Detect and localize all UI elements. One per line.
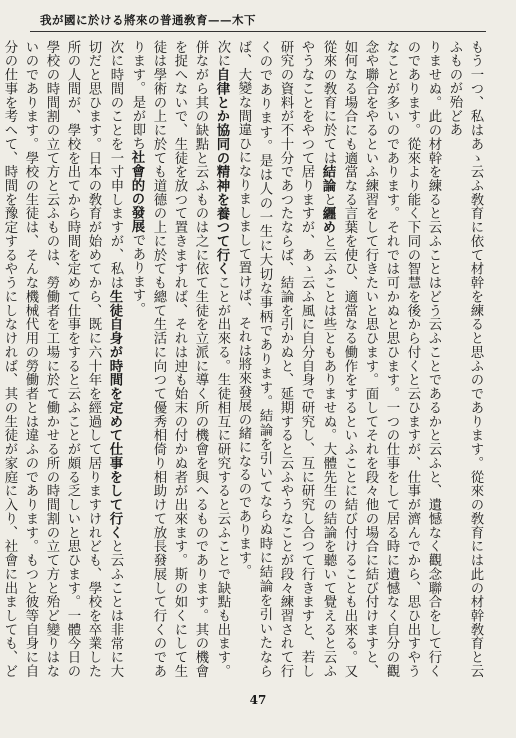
p2-text-c: ことが出來る。生徒相互に研究すると云ふことで缺點も出ます。併ながら其の缺點と云ふものは之に依て生徒を立派に導く所の機會を與へるものであります。其の機會を捉へないで、生徒を放つて置きますれば、それは迚も始末の付かぬ者が出來ます。斯の如くにして生徒は學術の上に於ても道德の上に於ても總て生活に向つて優秀相倚り相助けて放長發展して行くのであります。是が即ち bbox=[130, 40, 230, 678]
paragraph-3 bbox=[0, 40, 126, 678]
paragraph-1-intro bbox=[444, 40, 486, 678]
page-number: 47 bbox=[249, 693, 267, 707]
p1-emphasis-conclusion: 結論 bbox=[320, 164, 336, 193]
p1-text-a: りませぬ。此の材幹を練ると云ふことはどう云ふことであるかと云ふと、遺憾なく觀念聯合をして行くのであります。從來より能く下同の智慧を後から付くと云ひますが、仕事が濟んでから、思ひ出すやうなことが多いのであります。それでは可かぬと思ひます。一つの仕事をして居る時に遺憾なく自分の觀念や聯合をやるといふ練習をして行きたいと思ひます。面してそれを段々他の場合に結び付けますと、如何なる場合にも適當なる言葉を使ひ、適當なる働作をするといふことに結び付けることも出來る。又從來の敎育に於ては bbox=[321, 40, 441, 678]
vertical-body-text bbox=[2, 40, 486, 679]
p2-text-e: であります。 bbox=[130, 233, 145, 317]
p3-text-a: 次に時間のことを一寸申しますが、私は bbox=[108, 40, 123, 290]
paragraph-2 bbox=[126, 40, 233, 678]
p3-emphasis-time: 生徒自身が時間を定めて仕事をして行く bbox=[107, 289, 123, 540]
paragraph-1 bbox=[233, 40, 444, 678]
header-rule bbox=[30, 31, 486, 32]
p1-emphasis-summary: 纒め bbox=[320, 206, 336, 235]
running-header: 我が國に於ける將來の普通敎育——木下 bbox=[40, 13, 256, 27]
p1-text-c: と bbox=[321, 192, 336, 207]
p2-emphasis-social: 社會的の發展 bbox=[129, 150, 145, 234]
p2-emphasis-autonomy: 自律とか協同の精神を養つて行く bbox=[214, 67, 230, 276]
p2-text-a: 次に bbox=[215, 40, 230, 68]
p1-text-d: と云ふことは些ともありませぬ。大體先生の結論を聽いて覺えると云ふやうなことをやつて居りますが、あゝ云ふ風に自分自身で研究し、互に研究し合つて行きますと、若し研究の資料が不十分であつたならば、結論を引かぬと、延期すると云ふやうなことが段々練習されて行くのであります。是は人の一生に大切な事柄であります。結論を引いてならぬ時に結論を引いたならば、大變な間違ひになりましまして置けば、それは將來發展の緒になるのであります。 bbox=[236, 40, 336, 678]
paragraph-1-intro-text: もう一つ、私はあゝ云ふ敎育に依て材幹を練ると思ふのであります。從來の敎育には此の材幹敎育と云ふものが殆どあ bbox=[447, 40, 483, 678]
p3-text-c: と云ふことは非常に大切だと思ひます。日本の敎育が始めてから、既に六十年を經過して居りますけれども、學校を卒業した所の人間が、學校を出てから時間を定めて仕事をすると云ふことが頗る乏しいと思ひます。一體今日の學校の時間割の立て方と云ふものは、勞働者を工場に於て働かせる所の時間割の立て方と殆ど變りはないのであります。學校の生徒は、そんな機械代用の勞働者とは違ふのであります。もつと彼等自身に自分の仕事を考へて、時間を豫定するやうにしなければ、其の生徒が家庭に入り、社會に出ましても、ど bbox=[2, 40, 123, 679]
